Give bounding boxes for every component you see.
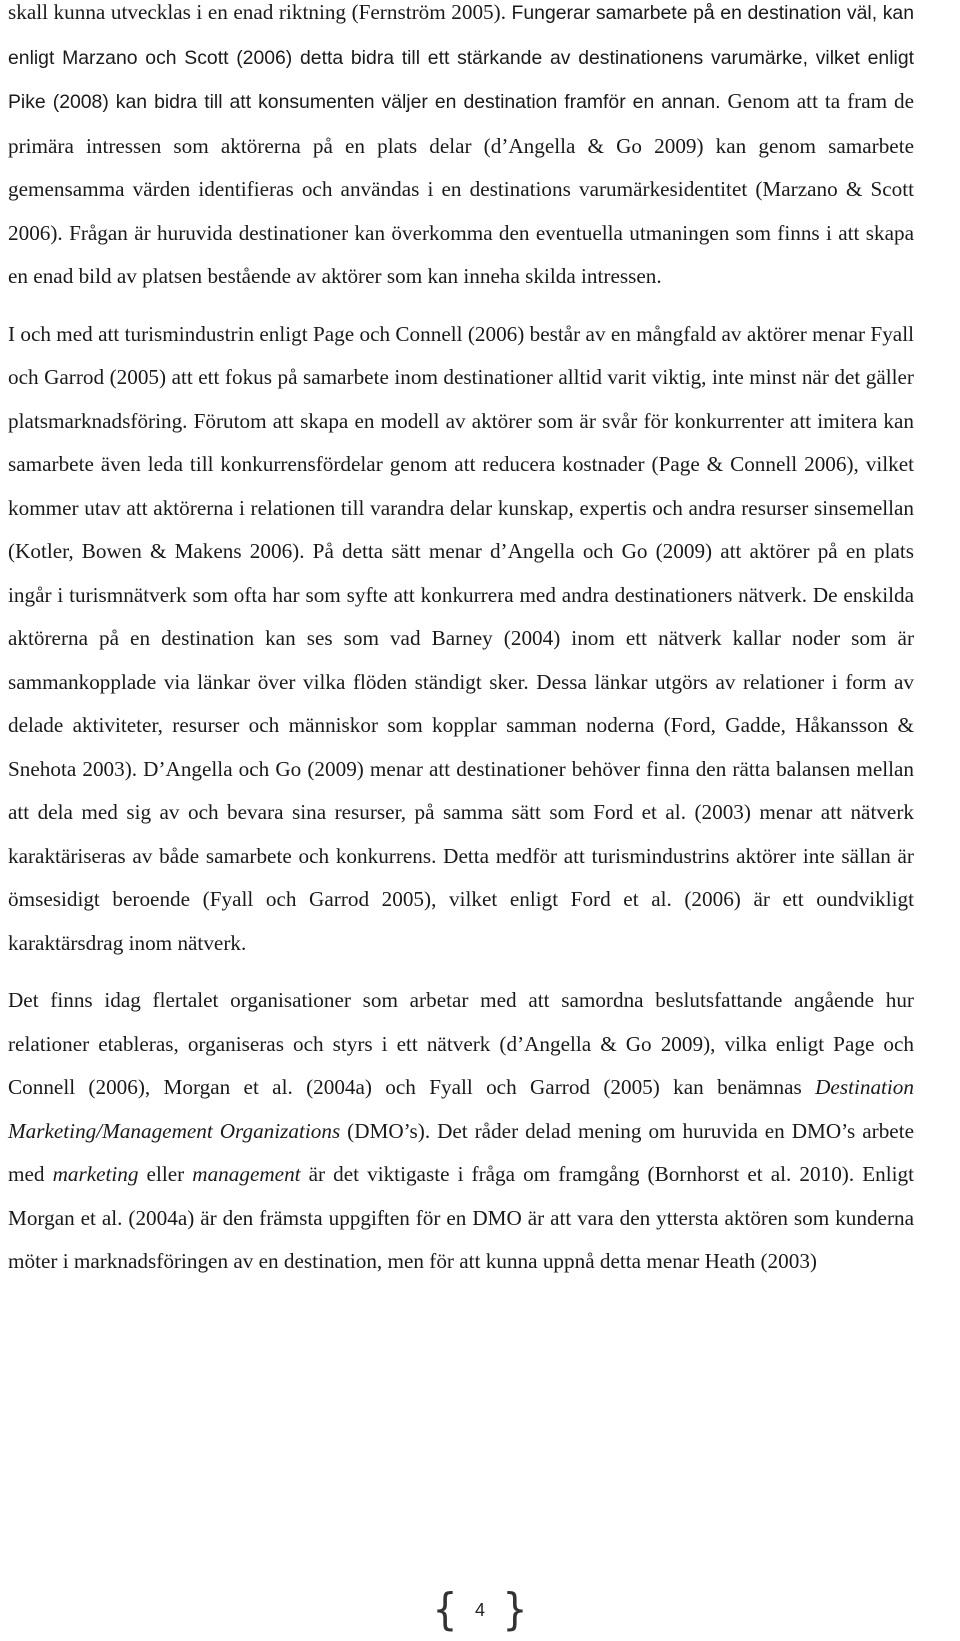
paragraph-2-segment-1: I och med att turismindustrin enligt Page och Connell (2006) består av en mångfald av aktörer menar Fyall och Garrod (2005) att ett fokus på samarbete inom destinationer alltid varit viktig, inte minst när det gäller platsmarknadsföring. Förutom att skapa en modell av aktörer som är svår för konkurrenter att imitera kan samarbete även leda till konkurrensfördelar genom att reducera kostnader (Page & Connell 2006), vilket kommer utav att aktörerna i relationen till varandra delar kunskap, expertis och andra resurser sinsemellan (Kotler, Bowen & Makens 2006). På detta sätt menar d’Angella och Go (2009) att aktörer på en plats ingår i turismnätverk som ofta har som syfte att konkurrera med andra destinationers nätverk. De enskilda aktörerna på en destination kan ses som vad Barney (2004) inom ett nätverk kallar noder som är sammankopplade via länkar över vilka flöden ständigt sker. Dessa länkar utgörs av relationer i form av delade aktiviteter, resurser och människor som kopplar samman noderna (Ford, Gadde, Håkansson & Snehota 2003). D’Angella och Go (2009) menar att destinationer behöver finna den rätta balansen mellan att dela med sig av och bevara sina resurser, på samma sätt som Ford et al. (2003) menar att nätverk karaktäriseras av både samarbete och konkurrens. Detta medför att turismindustrins aktörer inte sällan är ömsesidigt beroende (Fyall och Garrod 2005), vilket enligt Ford et al. (2006) är ett oundvikligt karaktärsdrag inom nätverk. — [8, 321, 914, 955]
right-brace-icon: } — [502, 1584, 528, 1635]
paragraph-2 — [8, 313, 914, 966]
document-page — [8, 0, 914, 1284]
paragraph-3-segment-3: (DMO’s). Det råder delad mening om huruvida en DMO’s arbete med — [8, 1118, 914, 1186]
paragraph-3-italic-management: management — [192, 1162, 301, 1186]
paragraph-1 — [8, 0, 914, 299]
page-number: 4 — [474, 1599, 485, 1620]
paragraph-3-segment-5: eller — [138, 1162, 193, 1186]
paragraph-1-segment-1: skall kunna utvecklas i en enad riktning (Fernström 2005). — [8, 0, 512, 24]
page-number-frame — [431, 1580, 529, 1640]
paragraph-3-italic-dmo-term: Destination Marketing/Management Organizations — [8, 1075, 914, 1143]
paragraph-3-segment-7: är det viktigaste i fråga om framgång (Bornhorst et al. 2010). Enligt Morgan et al. (2004a) är den främsta uppgiften för en DMO är att vara den yttersta aktören som kunderna möter i marknadsföringen av en destination, men för att kunna uppnå detta menar Heath (2003) — [8, 1162, 915, 1273]
page-footer — [0, 1580, 960, 1640]
paragraph-1-segment-3: Genom att ta fram de primära intressen som aktörerna på en plats delar (d’Angella & Go 2009) kan genom samarbete gemensamma värden identifieras och användas i en destinations varumärkesidentitet (Marzano & Scott 2006). Frågan är huruvida destinationer kan överkomma den eventuella utmaningen som finns i att skapa en enad bild av platsen bestående av aktörer som kan inneha skilda intressen. — [8, 89, 914, 288]
paragraph-3-segment-1: Det finns idag flertalet organisationer som arbetar med att samordna beslutsfattande angående hur relationer etableras, organiseras och styrs i ett nätverk (d’Angella & Go 2009), vilka enligt Page och Connell (2006), Morgan et al. (2004a) och Fyall och Garrod (2005) kan benämnas — [8, 988, 914, 1099]
paragraph-3 — [8, 979, 914, 1284]
left-brace-icon: { — [432, 1584, 458, 1635]
paragraph-3-italic-marketing: marketing — [52, 1162, 139, 1186]
paragraph-1-segment-2: Fungerar samarbete på en destination väl, kan enligt Marzano och Scott (2006) detta bidra till ett stärkande av destinationens varumärke, vilket enligt Pike (2008) kan bidra till att konsumenten väljer en destination framför en annan. — [8, 2, 914, 113]
